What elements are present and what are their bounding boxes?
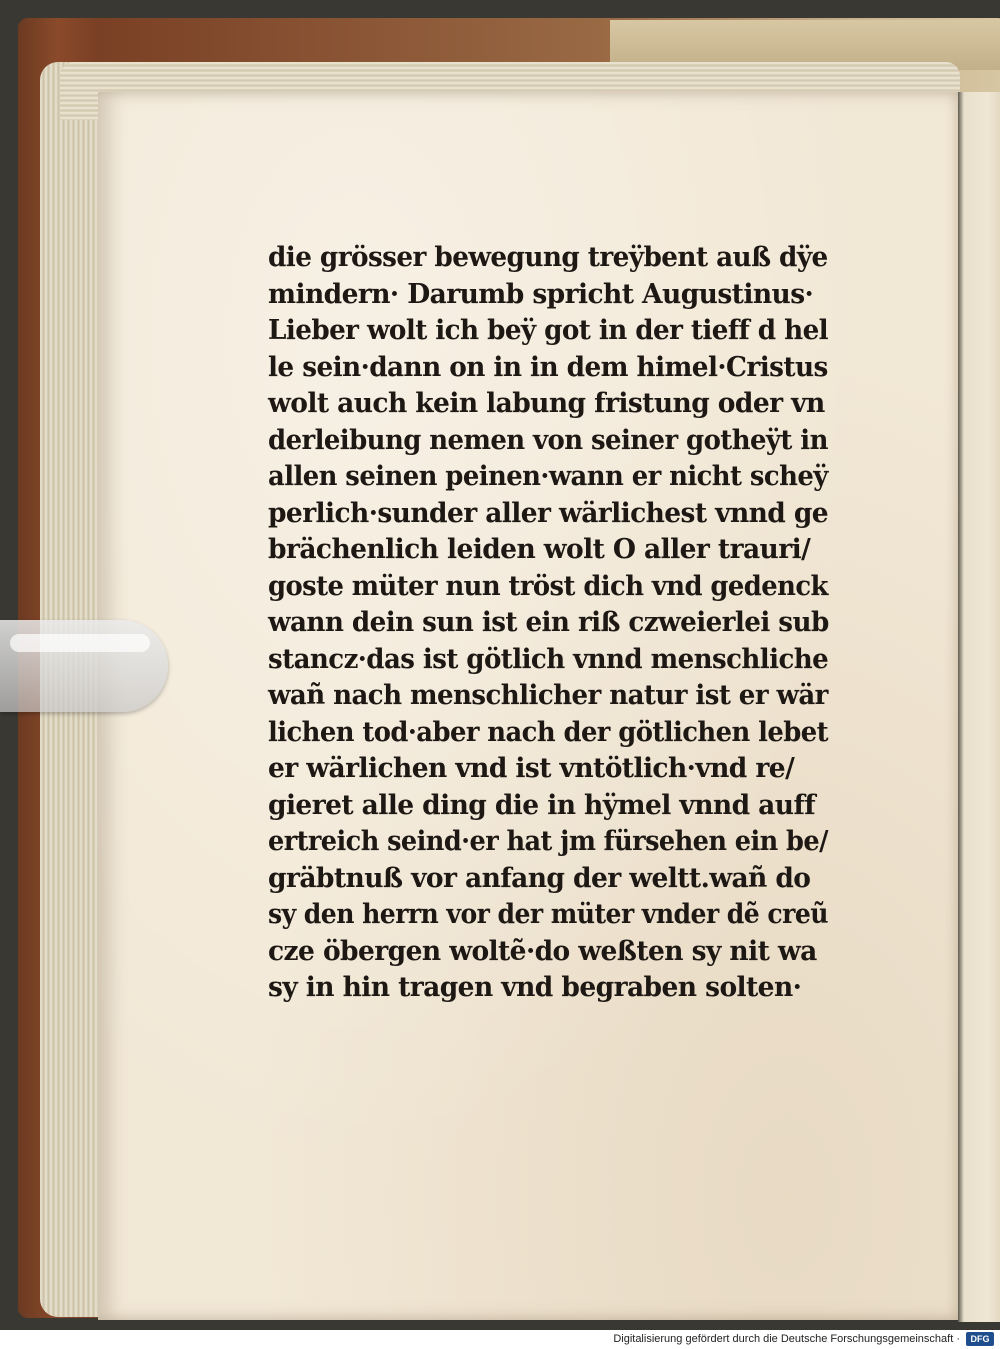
dfg-logo-icon: DFG <box>966 1332 994 1346</box>
text-line: allen seinen peinen·wann er nicht scheÿ <box>268 461 828 492</box>
text-line: stancz·das ist götlich vnnd menschliche <box>268 643 829 675</box>
text-line: gieret alle ding die in hÿmel vnnd auff <box>268 789 816 821</box>
text-line: wañ nach menschlicher natur ist er wär <box>268 680 828 711</box>
text-line: ertreich seind·er hat jm fürsehen ein be/ <box>268 826 828 857</box>
text-line: mindern· Darumb spricht Augustinus· <box>268 278 814 310</box>
facing-leaf <box>958 92 1000 1322</box>
text-line: derleibung nemen von seiner gotheÿt in <box>268 424 828 456</box>
text-line: die grösser bewegung treÿbent auß dÿe <box>268 242 828 273</box>
plastic-page-holder <box>0 620 168 712</box>
text-line: gräbtnuß vor anfang der weltt.wañ do <box>268 862 811 894</box>
printed-text-block <box>268 240 838 1007</box>
text-line: brächenlich leiden wolt O aller trauri/ <box>268 534 811 565</box>
footer-bar <box>0 1330 1000 1349</box>
text-line: goste müter nun tröst dich vnd gedenck <box>268 570 828 602</box>
text-line: sy in hin tragen vnd begraben solten· <box>268 972 802 1003</box>
text-line: lichen tod·aber nach der götlichen lebet <box>268 716 828 748</box>
text-line: Lieber wolt ich beÿ got in der tieff d hel <box>268 315 829 346</box>
text-line: cze öbergen woltẽ·do weßten sy nit wa <box>268 935 817 967</box>
funding-credit: Digitalisierung gefördert durch die Deutsche Forschungsgemeinschaft · <box>613 1333 960 1345</box>
text-line: le sein·dann on in in dem himel·Cristus <box>268 351 828 383</box>
text-line: wann dein sun ist ein riß czweierlei sub <box>268 607 829 638</box>
text-line: er wärlichen vnd ist vntötlich·vnd re/ <box>268 753 795 784</box>
text-line: perlich·sunder aller wärlichest vnnd ge <box>268 497 829 529</box>
text-line: wolt auch kein labung fristung oder vn <box>268 388 825 419</box>
text-line: sy den herrn vor der müter vnder dẽ creũ <box>268 899 828 930</box>
